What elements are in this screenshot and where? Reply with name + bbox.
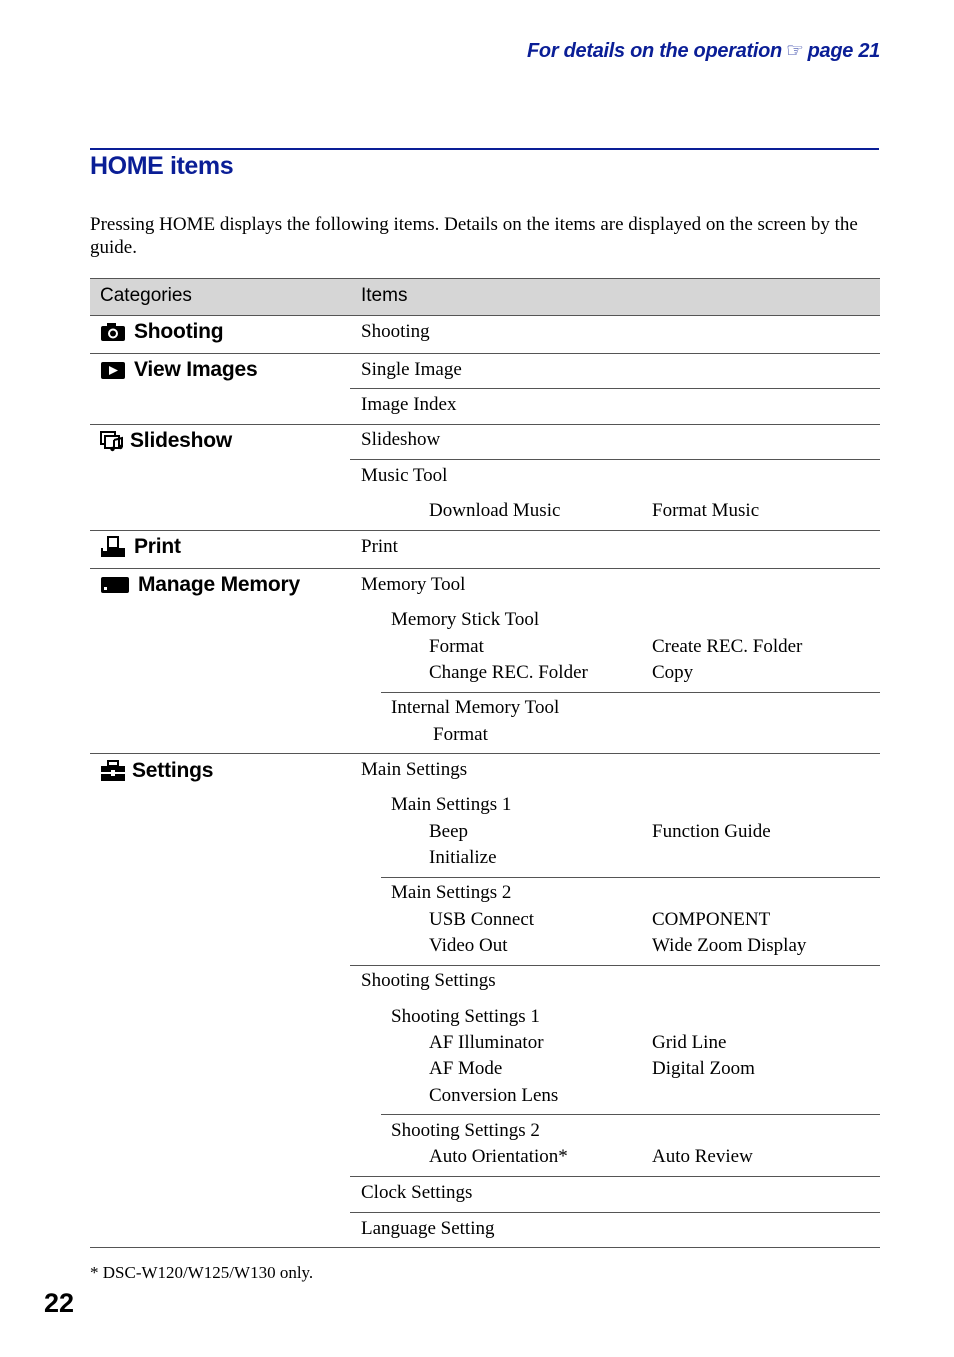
category-shooting (100, 320, 223, 344)
camera-icon (100, 321, 126, 343)
category-label: Slideshow (130, 429, 233, 452)
row-divider (350, 1176, 880, 1177)
item: Main Settings 2 (391, 882, 512, 903)
item: Grid Line (652, 1032, 727, 1053)
item: Auto Orientation* (429, 1146, 568, 1167)
category-label: View Images (134, 358, 258, 381)
category-slideshow (100, 429, 232, 453)
intro-paragraph: Pressing HOME displays the following items. Details on the items are displayed on the screen by the guide. (90, 214, 858, 258)
row-divider (381, 1114, 880, 1115)
item: Digital Zoom (652, 1058, 755, 1079)
category-print (100, 535, 181, 559)
category-manage-memory (100, 573, 300, 597)
toolbox-icon (100, 760, 126, 782)
item: Main Settings (361, 759, 468, 780)
row-divider (90, 424, 880, 425)
item: Music Tool (361, 465, 448, 486)
category-view-images (100, 358, 257, 382)
page-title: HOME items (90, 152, 234, 180)
item: Initialize (429, 847, 497, 868)
item: Shooting Settings (361, 970, 496, 991)
item: Slideshow (361, 429, 441, 450)
item: Create REC. Folder (652, 636, 803, 657)
item: AF Illuminator (429, 1032, 544, 1053)
table-bottom-rule (90, 1247, 880, 1248)
item: Language Setting (361, 1218, 495, 1239)
item: Print (361, 536, 398, 557)
item: USB Connect (429, 909, 535, 930)
row-divider (350, 1212, 880, 1213)
item: Image Index (361, 394, 457, 415)
item: Beep (429, 821, 469, 842)
row-divider (350, 388, 880, 389)
row-divider (90, 568, 880, 569)
row-divider (381, 877, 880, 878)
item: Internal Memory Tool (391, 697, 560, 718)
item: Shooting Settings 2 (391, 1120, 540, 1141)
item: Function Guide (652, 821, 771, 842)
item: Shooting (361, 321, 430, 342)
row-divider (90, 353, 880, 354)
item: Wide Zoom Display (652, 935, 807, 956)
item: Memory Stick Tool (391, 609, 540, 630)
footnote: * DSC-W120/W125/W130 only. (90, 1263, 314, 1282)
item: Change REC. Folder (429, 662, 588, 683)
row-divider (350, 965, 880, 966)
item: Format (433, 724, 488, 745)
item: Video Out (429, 935, 508, 956)
item: Shooting Settings 1 (391, 1006, 540, 1027)
row-divider (90, 753, 880, 754)
reference-page: page 21 (807, 40, 880, 62)
reference-text: For details on the operation (527, 40, 782, 62)
operation-reference (527, 38, 880, 63)
item: Clock Settings (361, 1182, 473, 1203)
item: AF Mode (429, 1058, 503, 1079)
row-divider (350, 459, 880, 460)
play-icon (100, 359, 126, 381)
item: Main Settings 1 (391, 794, 512, 815)
memory-card-icon (100, 574, 130, 596)
item: Single Image (361, 359, 462, 380)
category-label: Print (134, 535, 181, 558)
row-divider (90, 530, 880, 531)
item: Download Music (429, 500, 561, 521)
page-number: 22 (44, 1288, 75, 1318)
title-rule (90, 148, 879, 150)
category-label: Settings (132, 759, 214, 782)
item: Auto Review (652, 1146, 753, 1167)
category-label: Manage Memory (138, 573, 300, 596)
category-label: Shooting (134, 320, 224, 343)
header-items: Items (361, 285, 408, 306)
header-categories: Categories (100, 285, 192, 306)
item: Format (429, 636, 484, 657)
printer-icon (100, 536, 126, 558)
item: COMPONENT (652, 909, 771, 930)
row-divider (381, 692, 880, 693)
pointing-hand-icon: ☞ (785, 40, 804, 62)
item: Format Music (652, 500, 760, 521)
item: Conversion Lens (429, 1085, 559, 1106)
category-settings (100, 759, 213, 783)
table-header (90, 278, 880, 316)
slideshow-icon (100, 430, 126, 452)
item: Memory Tool (361, 574, 466, 595)
item: Copy (652, 662, 694, 683)
